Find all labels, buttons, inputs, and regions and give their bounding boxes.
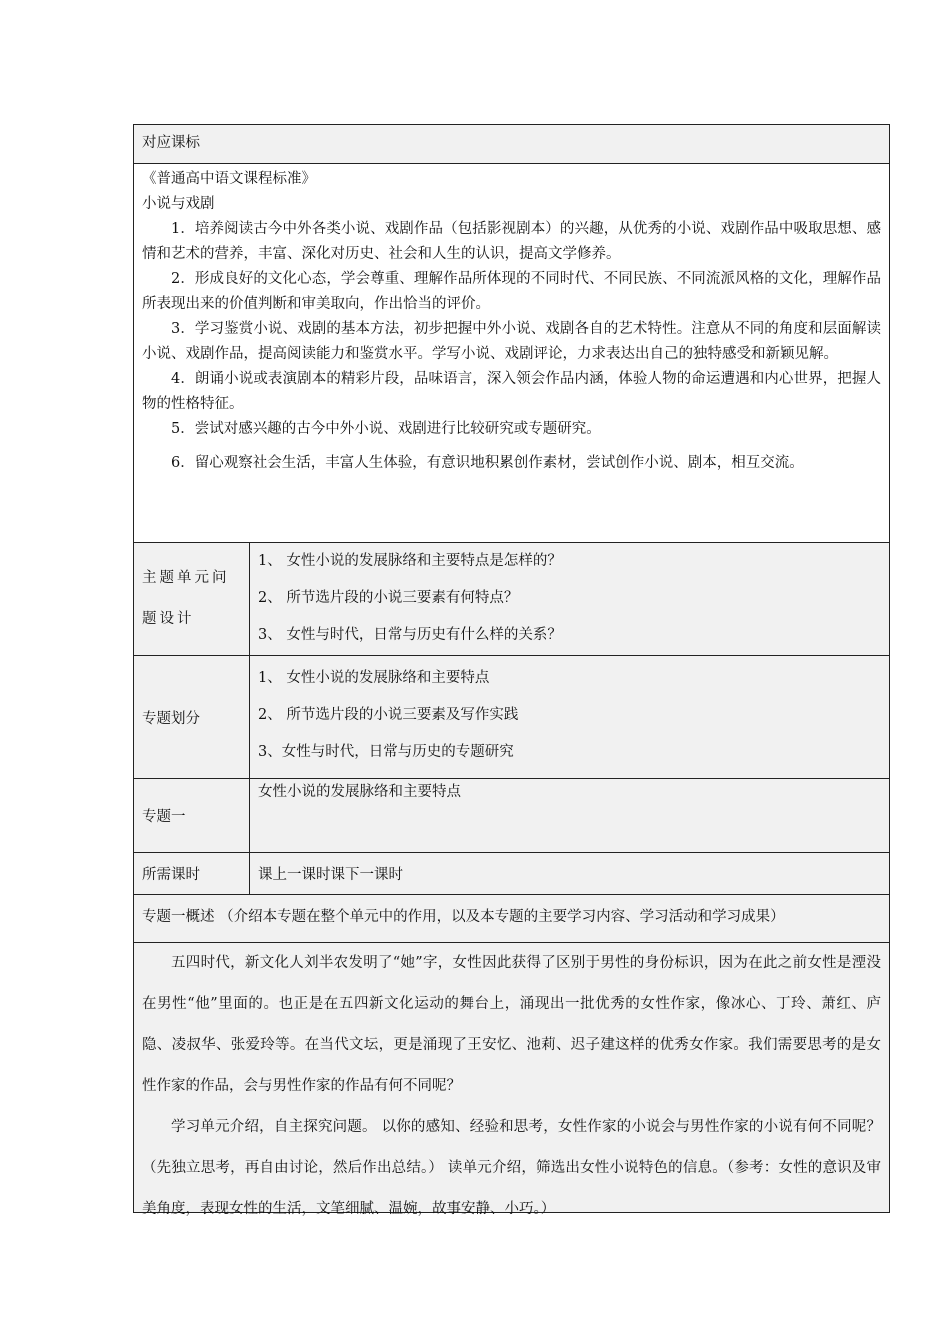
topic-item: 3、女性与时代，日常与历史的专题研究 xyxy=(258,744,514,760)
topic-one-label: 专题一 xyxy=(142,809,186,825)
curriculum-standards-row xyxy=(134,163,889,542)
unit-questions-label: 主题单元问题设计 xyxy=(142,570,230,627)
unit-questions-row xyxy=(134,542,889,655)
topic-division-cell xyxy=(250,656,889,778)
topic-one-cell xyxy=(250,779,889,852)
class-hours-label: 所需课时 xyxy=(142,867,200,883)
standard-item: 6．留心观察社会生活，丰富人生体验，有意识地积累创作素材，尝试创作小说、剧本，相互交流。 xyxy=(171,455,804,471)
overview-title: 专题一概述 （介绍本专题在整个单元中的作用，以及本专题的主要学习内容、学习活动和学习成果） xyxy=(142,909,785,925)
unit-questions-label-cell xyxy=(134,543,250,655)
class-hours-label-cell xyxy=(134,853,250,894)
unit-questions-cell xyxy=(250,543,889,655)
topic-one-label-cell xyxy=(134,779,250,852)
class-hours-value: 课上一课时课下一课时 xyxy=(258,867,403,883)
overview-paragraph: 五四时代，新文化人刘半农发明了“她”字，女性因此获得了区别于男性的身份标识，因为在此之前女性是湮没在男性“他”里面的。也正是在五四新文化运动的舞台上，涌现出一批优秀的女性作家，像冰心、丁玲、萧红、庐隐、凌叔华、张爱玲等。在当代文坛，更是涌现了王安忆、池莉、迟子建这样的优秀女作家。我们需要思考的是女性作家的作品，会与男性作家的作品有何不同呢？ xyxy=(142,955,881,1094)
lesson-plan-table xyxy=(133,124,890,1217)
topic-division-row xyxy=(134,655,889,778)
class-hours-row xyxy=(134,852,889,894)
curriculum-header-row xyxy=(134,125,889,163)
topic-division-label: 专题划分 xyxy=(142,710,200,727)
class-hours-cell xyxy=(250,853,889,894)
question-item: 2、 所节选片段的小说三要素有何特点？ xyxy=(258,590,519,606)
standards-book-title: 《普通高中语文课程标准》 xyxy=(142,171,316,187)
standard-item: 5．尝试对感兴趣的古今中外小说、戏剧进行比较研究或专题研究。 xyxy=(171,421,601,437)
topic-one-row xyxy=(134,778,889,852)
overview-header-row xyxy=(134,894,889,942)
topic-item: 2、 所节选片段的小说三要素及写作实践 xyxy=(258,707,519,723)
standard-item: 1．培养阅读古今中外各类小说、戏剧作品（包括影视剧本）的兴趣，从优秀的小说、戏剧作品中吸取思想、感情和艺术的营养，丰富、深化对历史、社会和人生的认识，提高文学修养。 xyxy=(142,221,881,262)
topic-division-label-cell xyxy=(134,656,250,778)
question-item: 3、 女性与时代，日常与历史有什么样的关系？ xyxy=(258,627,562,643)
topic-one-value: 女性小说的发展脉络和主要特点 xyxy=(258,784,461,800)
standard-item: 4．朗诵小说或表演剧本的精彩片段，品味语言，深入领会作品内涵，体验人物的命运遭遇和内心世界，把握人物的性格特征。 xyxy=(142,371,881,412)
question-item: 1、 女性小说的发展脉络和主要特点是怎样的？ xyxy=(258,553,562,569)
overview-content-row xyxy=(134,942,889,1217)
standards-section-title: 小说与戏剧 xyxy=(142,196,215,212)
overview-paragraph: 学习单元介绍，自主探究问题。 以你的感知、经验和思考，女性作家的小说会与男性作家的小说有何不同呢？（先独立思考，再自由讨论，然后作出总结。） 读单元介绍，筛选出女性小说特色的信息。（参考：女性的意识及审美角度，表现女性的生活，文笔细腻、温婉，故事安静、小巧。） xyxy=(142,1119,881,1217)
curriculum-header: 对应课标 xyxy=(142,135,200,151)
standard-item: 3．学习鉴赏小说、戏剧的基本方法，初步把握中外小说、戏剧各自的艺术特性。注意从不同的角度和层面解读小说、戏剧作品，提高阅读能力和鉴赏水平。学写小说、戏剧评论，力求表达出自己的独特感受和新颖见解。 xyxy=(142,321,881,362)
topic-item: 1、 女性小说的发展脉络和主要特点 xyxy=(258,670,490,686)
standard-item: 2．形成良好的文化心态，学会尊重、理解作品所体现的不同时代、不同民族、不同流派风格的文化，理解作品所表现出来的价值判断和审美取向，作出恰当的评价。 xyxy=(142,271,881,312)
